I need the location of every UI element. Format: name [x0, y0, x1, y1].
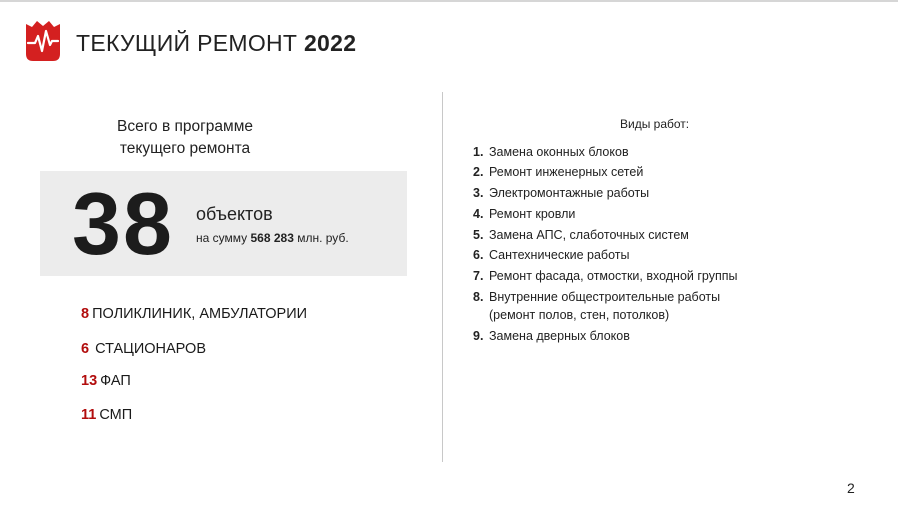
- work-number: 4.: [473, 207, 484, 221]
- facility-label: ФАП: [100, 373, 131, 389]
- work-text: Ремонт фасада, отмостки, входной группы: [489, 269, 738, 283]
- work-number: 1.: [473, 145, 484, 159]
- facility-count: 11: [81, 407, 97, 423]
- facility-item: [81, 306, 307, 322]
- program-caption-line2: текущего ремонта: [119, 140, 251, 157]
- work-number: 2.: [473, 165, 484, 179]
- work-item: [473, 145, 629, 159]
- total-objects-count: 38: [72, 174, 174, 273]
- work-item: [473, 290, 720, 322]
- sum-prefix: на сумму: [196, 231, 248, 245]
- work-item: [473, 329, 630, 343]
- work-text: Замена АПС, слаботочных систем: [489, 228, 689, 242]
- work-text: Ремонт инженерных сетей: [489, 165, 644, 179]
- work-text: Замена оконных блоков: [489, 145, 629, 159]
- sum-suffix: млн. руб.: [297, 231, 349, 245]
- work-item: [473, 228, 689, 242]
- title-year: 2022: [303, 30, 357, 56]
- sum-line: [196, 231, 349, 245]
- facility-label: ПОЛИКЛИНИК, АМБУЛАТОРИИ: [92, 306, 308, 322]
- program-caption: [90, 116, 280, 160]
- page-title: [76, 30, 356, 57]
- facility-count: 13: [81, 373, 98, 389]
- work-number: 7.: [473, 269, 484, 283]
- work-text-continuation: (ремонт полов, стен, потолков): [489, 308, 670, 322]
- column-divider: [442, 92, 443, 462]
- facility-item: [81, 341, 206, 357]
- work-item: [473, 207, 575, 221]
- work-number: 3.: [473, 186, 484, 200]
- work-text: Замена дверных блоков: [489, 329, 630, 343]
- facility-count: 8: [81, 306, 90, 322]
- facility-label: СМП: [99, 407, 133, 423]
- work-text: Электромонтажные работы: [489, 186, 650, 200]
- title-text: ТЕКУЩИЙ РЕМОНТ: [76, 30, 298, 56]
- work-item: [473, 186, 649, 200]
- heartbeat-shield-logo: [23, 18, 63, 64]
- work-text: Ремонт кровли: [489, 207, 576, 221]
- work-text: Внутренние общестроительные работы: [489, 290, 721, 304]
- program-caption-line1: Всего в программе: [117, 118, 253, 135]
- work-number: 5.: [473, 228, 484, 242]
- work-number: 6.: [473, 248, 484, 262]
- facility-label: СТАЦИОНАРОВ: [95, 341, 206, 357]
- work-text: Сантехнические работы: [489, 248, 630, 262]
- facility-item: [81, 407, 132, 423]
- sum-value: 568 283: [250, 231, 294, 245]
- work-number: 8.: [473, 290, 484, 304]
- works-title: Виды работ:: [620, 117, 690, 131]
- facility-count: 6: [81, 341, 90, 357]
- work-item: [473, 248, 629, 262]
- top-rule: [0, 0, 898, 2]
- page-number: 2: [847, 480, 855, 496]
- work-item: [473, 269, 738, 283]
- objects-label: объектов: [196, 204, 273, 224]
- work-number: 9.: [473, 329, 484, 343]
- work-item: [473, 165, 643, 179]
- facility-item: [81, 373, 131, 389]
